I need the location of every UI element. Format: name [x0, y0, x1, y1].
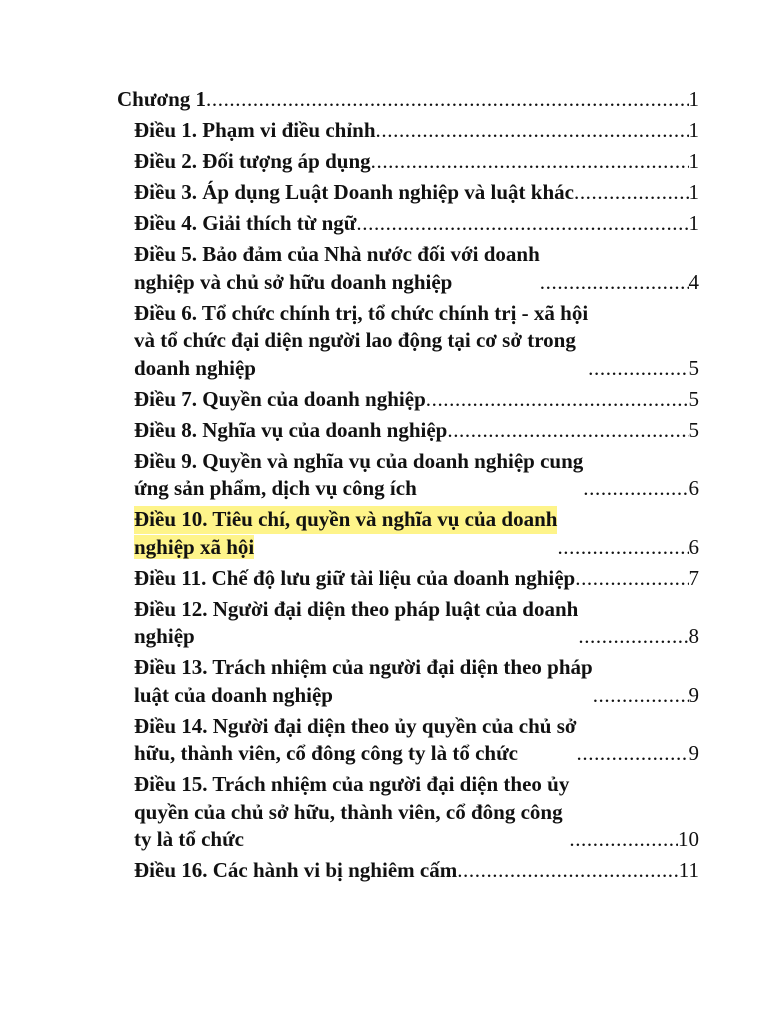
toc-page-number: 5 [688, 355, 699, 380]
toc-entry-title [134, 300, 588, 383]
toc-entry-title [134, 565, 575, 593]
toc-entry-title-line: và tổ chức đại diện người lao động tại cơ sở trong [134, 328, 576, 352]
toc-page-number: 8 [688, 624, 699, 648]
dot-leader [569, 826, 678, 854]
toc-page-number: 1 [688, 118, 699, 142]
dot-leader [356, 210, 688, 238]
dot-leader [457, 857, 679, 885]
toc-chapter-entry[interactable] [117, 86, 699, 114]
toc-entry-title-line: ứng sản phẩm, dịch vụ công ích [134, 476, 417, 500]
toc-entry-title-line: Điều 2. Đối tượng áp dụng [134, 149, 371, 173]
toc-article-entry[interactable] [117, 596, 699, 651]
dot-leader [540, 269, 689, 297]
toc-article-entry[interactable] [117, 565, 699, 593]
toc-page-number: 1 [688, 149, 699, 173]
toc-entry-title-line: Điều 9. Quyền và nghĩa vụ của doanh nghiệp cung [134, 448, 584, 473]
toc-page-number: 1 [688, 180, 699, 204]
toc-entry-title [134, 857, 457, 885]
dot-leader [583, 475, 688, 503]
dot-leader [577, 740, 689, 768]
dot-leader [376, 117, 689, 145]
toc-article-entry[interactable] [117, 417, 699, 445]
dot-leader [575, 565, 688, 593]
toc-entry-title [134, 417, 447, 445]
toc-entry-title-line: luật của doanh nghiệp [134, 682, 333, 707]
toc-entry-title [134, 654, 593, 709]
toc-entry-title-line: Điều 3. Áp dụng Luật Doanh nghiệp và luật khác [134, 180, 574, 204]
toc-entry-title-line: ty là tổ chức [134, 827, 244, 851]
dot-leader [574, 179, 689, 207]
toc-entry-title-line: Điều 7. Quyền của doanh nghiệp [134, 386, 426, 411]
toc-article-entry[interactable] [117, 179, 699, 207]
toc-page-number: 10 [678, 827, 699, 851]
toc-entry-title [134, 241, 540, 296]
dot-leader [371, 148, 689, 176]
toc-page-number: 6 [688, 534, 699, 559]
toc-article-entry[interactable] [117, 713, 699, 768]
toc-entry-title-line: Điều 4. Giải thích từ ngữ [134, 211, 357, 235]
toc-entry-title-line: Điều 12. Người đại diện theo pháp luật của doanh [134, 596, 579, 621]
toc-entry-title-line: Điều 14. Người đại diện theo ủy quyền của chủ sở [134, 713, 577, 738]
toc-page-number: 5 [688, 386, 699, 411]
toc-entry-title-line: Điều 6. Tổ chức chính trị, tổ chức chính trị - xã hội [134, 300, 589, 325]
toc-entry-title-line: Điều 15. Trách nhiệm của người đại diện theo ủy [134, 772, 570, 796]
toc-page-number: 1 [688, 211, 699, 235]
toc-article-entry[interactable] [117, 300, 699, 383]
toc-entry-title [134, 117, 376, 145]
toc-entry-title-line: Điều 1. Phạm vi điều chỉnh [134, 118, 376, 142]
toc-entry-title-line: doanh nghiệp [134, 355, 256, 380]
dot-leader [578, 623, 688, 651]
toc-article-entry[interactable] [117, 210, 699, 238]
toc-entry-title-line: Chương 1 [117, 87, 207, 111]
dot-leader [588, 355, 688, 383]
toc-page-number: 1 [688, 87, 699, 111]
toc-entry-title-line: Điều 16. Các hành vi bị nghiêm cấm [134, 858, 458, 882]
toc-article-entry[interactable] [117, 117, 699, 145]
toc-entry-title [134, 506, 557, 561]
toc-entry-title-line: nghiệp [134, 624, 195, 648]
toc-entry-title [134, 771, 569, 854]
toc-entry-title [134, 148, 371, 176]
toc-article-entry[interactable] [117, 241, 699, 296]
toc-entry-title [134, 448, 583, 503]
toc-article-entry[interactable] [117, 654, 699, 709]
table-of-contents [117, 86, 699, 888]
toc-article-entry[interactable] [117, 506, 699, 561]
toc-entry-title [134, 386, 426, 414]
dot-leader [593, 682, 689, 710]
toc-entry-title [134, 179, 574, 207]
toc-entry-title-line: Điều 11. Chế độ lưu giữ tài liệu của doanh nghiệp [134, 565, 576, 590]
toc-entry-title-line: Điều 10. Tiêu chí, quyền và nghĩa vụ của doanh [134, 506, 557, 534]
dot-leader [206, 86, 688, 114]
toc-article-entry[interactable] [117, 148, 699, 176]
toc-entry-title-line: nghiệp và chủ sở hữu doanh nghiệp [134, 269, 453, 294]
toc-page-number: 11 [678, 858, 699, 882]
toc-entry-title-line: Điều 8. Nghĩa vụ của doanh nghiệp [134, 417, 448, 442]
dot-leader [447, 417, 688, 445]
toc-entry-title [134, 596, 578, 651]
toc-entry-title-line: nghiệp xã hội [134, 534, 255, 559]
toc-page-number: 9 [688, 682, 699, 707]
toc-page-number: 5 [688, 417, 699, 442]
toc-entry-title [134, 210, 356, 238]
toc-page-number: 6 [688, 476, 699, 500]
toc-entry-title [134, 713, 577, 768]
toc-entry-title-line: Điều 13. Trách nhiệm của người đại diện theo pháp [134, 655, 593, 679]
toc-entry-title [117, 86, 206, 114]
toc-entry-title-line: hữu, thành viên, cổ đông công ty là tổ chức [134, 741, 518, 765]
dot-leader [426, 386, 689, 414]
toc-entry-title-line: Điều 5. Bảo đảm của Nhà nước đối với doanh [134, 242, 540, 266]
toc-entry-title-line: quyền của chủ sở hữu, thành viên, cổ đông công [134, 799, 563, 824]
toc-article-entry[interactable] [117, 386, 699, 414]
dot-leader [557, 534, 688, 562]
toc-page-number: 4 [688, 269, 699, 294]
toc-article-entry[interactable] [117, 448, 699, 503]
toc-page-number: 9 [688, 741, 699, 765]
toc-page-number: 7 [688, 565, 699, 590]
toc-article-entry[interactable] [117, 771, 699, 854]
toc-article-entry[interactable] [117, 857, 699, 885]
